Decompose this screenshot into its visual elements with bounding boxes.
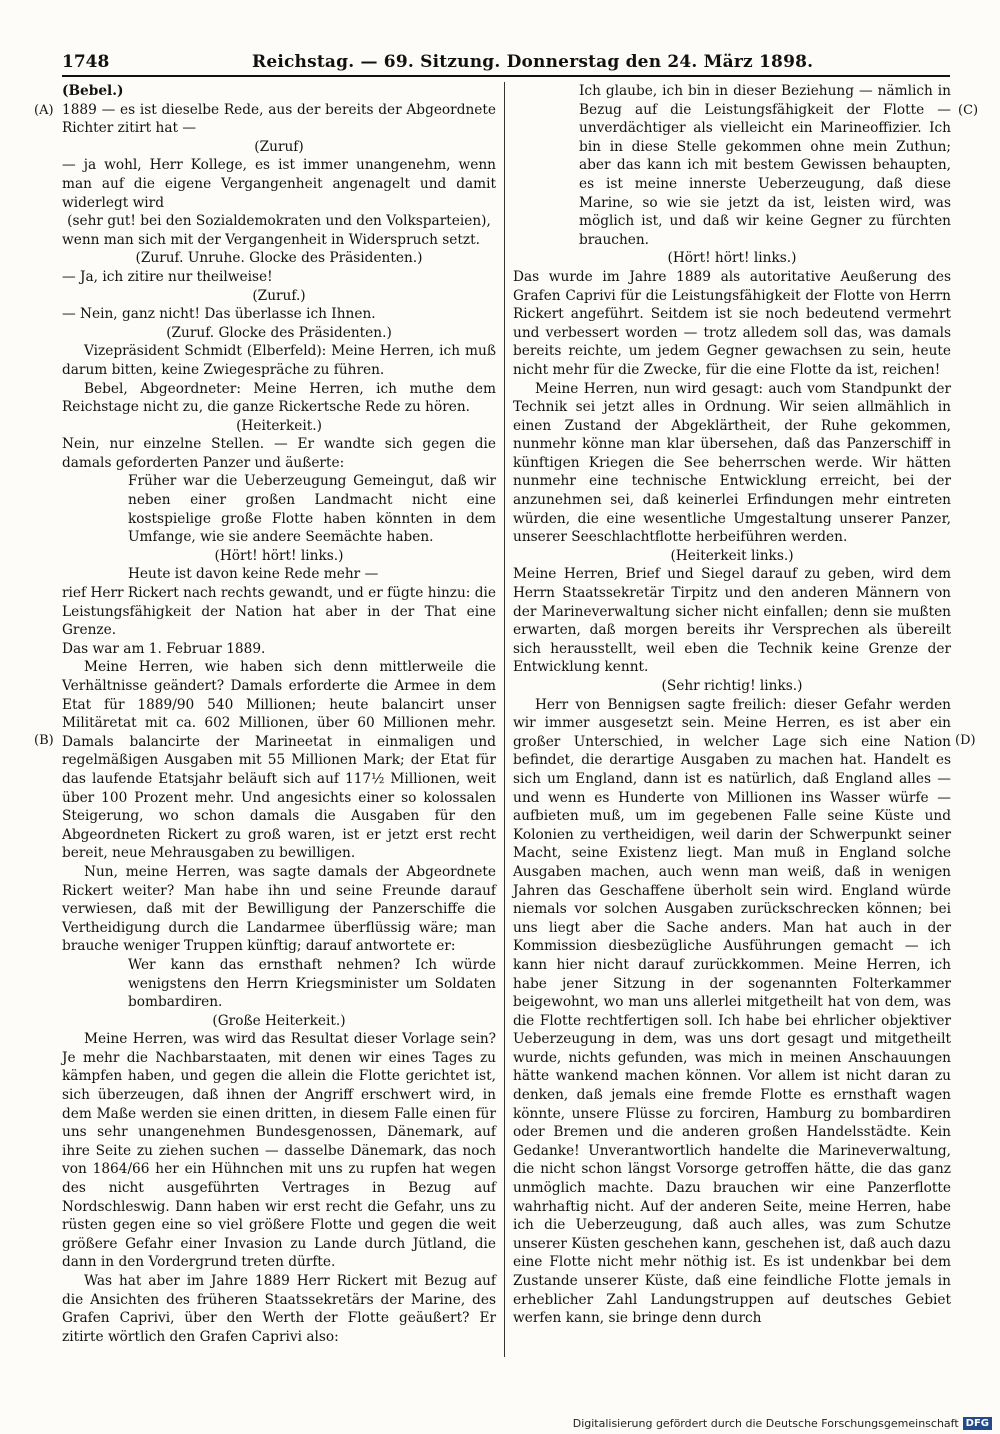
paragraph: Nein, nur einzelne Stellen. — Er wandte sich gegen die damals geforderten Panzer und äußerte:: [62, 436, 496, 471]
paragraph: Meine Herren, Brief und Siegel darauf zu geben, wird dem Herrn Staatssekretär Tirpitz und den anderen Männern von der Marineverwaltung sicher nicht einfallen; denn sie mußten erwarten, daß morgen bereits ihr Versprechen als übereilt sich herausstellt, weil eben die Technik keine Grenze der Entwicklung kennt.: [513, 566, 951, 676]
dfg-logo: DFG: [963, 1417, 992, 1430]
paragraph: (Zuruf.): [252, 287, 306, 304]
margin-mark-a: (A): [34, 103, 54, 118]
paragraph: — Ja, ich zitire nur theilweise!: [62, 268, 273, 285]
margin-mark-d: (D): [955, 733, 976, 748]
left-column: [62, 82, 496, 1346]
paragraph: (Sehr richtig! links.): [661, 678, 803, 694]
paragraph: (Zuruf. Glocke des Präsidenten.): [166, 324, 392, 341]
paragraph: (Hört! hört! links.): [667, 250, 797, 267]
paragraph: Vizepräsident Schmidt (Elberfeld): Meine Herren, ich muß darum bitten, keine Zwiegespräche zu führen.: [62, 343, 496, 378]
page-header: [62, 52, 938, 76]
paragraph: — Nein, ganz nicht! Das überlasse ich Ihnen.: [62, 306, 376, 323]
paragraph: Wer kann das ernsthaft nehmen? Ich würde wenigstens den Herrn Kriegsminister um Soldaten bombardiren.: [128, 956, 496, 1011]
paragraph: 1889 — es ist dieselbe Rede, aus der bereits der Abgeordnete Richter zitirt hat —: [62, 101, 496, 137]
paragraph: (Heiterkeit links.): [670, 547, 794, 564]
paragraph: Früher war die Ueberzeugung Gemeingut, daß wir neben einer großen Landmacht nicht eine kostspielige große Flotte haben könnten in dem Umfange, wie sie andere Seemächte haben.: [128, 473, 496, 546]
paragraph: (Zuruf): [254, 138, 304, 155]
paragraph: Meine Herren, wie haben sich denn mittlerweile die Verhältnisse geändert? Damals erforderte die Armee in dem Etat für 1889/90 540 Millionen; heute balancirt unser Militäretat mit ca. 602 Millionen, über 60 Millionen mehr. Damals balancirte der Marineetat in einmaligen und regelmäßigen Ausgaben mit 55 Millionen Mark; der Etat für das laufende Etatsjahr beläuft sich auf 117½ Millionen, weit über 100 Prozent mehr. Und angesichts einer so kolossalen Steigerung, wo schon damals die Ausgaben für den Abgeordneten Rickert zu groß waren, ist er jetzt erst recht bereit, neue Mehrausgaben zu bewilligen.: [62, 659, 496, 862]
right-column: [513, 82, 951, 1328]
paragraph: Was hat aber im Jahre 1889 Herr Rickert mit Bezug auf die Ansichten des früheren Staatssekretärs der Marine, des Grafen Caprivi, über den Werth der Flotte geäußert? Er zitirte wörtlich den Grafen Caprivi also:: [62, 1273, 496, 1345]
paragraph: Das wurde im Jahre 1889 als autoritative Aeußerung des Grafen Caprivi für die Leistungsfähigkeit der Flotte von Herrn Rickert angeführt. Seitdem ist sie noch bedeutend vermehrt und verbessert worden — trotz alledem soll das, was damals bereits reichte, um jedem Gegner gewachsen zu sein, heute nicht mehr für die Zwecke, für die eine Flotte da ist, reichen!: [513, 268, 951, 378]
paragraph: (sehr gut! bei den Sozialdemokraten und den Volksparteien),: [67, 213, 491, 230]
paragraph: (Bebel.): [62, 83, 124, 99]
paragraph: (Große Heiterkeit.): [212, 1012, 346, 1029]
margin-mark-b: (B): [34, 733, 54, 748]
running-title: Reichstag. — 69. Sitzung. Donnerstag den 24. März 1898.: [252, 52, 814, 72]
paragraph: Herr von Bennigsen sagte freilich: dieser Gefahr werden wir immer ausgesetzt sein. Meine Herren, es ist aber ein großer Unterschied, in welcher Lage sich eine Nation befindet, die derartige Ausgaben zu machen hat. Handelt es sich um England, dann ist es natürlich, daß England alles — und wenn es Hunderte von Millionen ins Wasser würfe — aufbieten muß, um im gegebenen Falle seine Küste und Kolonien zu vertheidigen, weil darin der Schwerpunkt seiner Macht, seine Existenz liegt. Man muß in England solche Ausgaben machen, auch wenn man weiß, daß in wenigen Jahren das Geschaffene überholt sein wird. England würde niemals vor solchen Ausgaben zurückschrecken können; bei uns liegt aber die Sache anders. Man hat auch in der Kommission diesbezügliche Ausführungen gemacht — ich kann hier nicht darauf zurückkommen. Meine Herren, ich habe jener Sitzung in der sogenannten Folterkammer beigewohnt, wo man uns allerlei mitgetheilt hat von dem, was die Flotte rechtfertigen soll. Ich habe bei ehrlicher objektiver Ueberzeugung in dem, was uns dort gesagt und mitgetheilt wurde, nichts gefunden, was mich in meinen Anschauungen hätte wankend machen können. Vor allem ist nicht daran zu denken, daß jemals eine fremde Flotte es ernsthaft wagen könnte, unsere Flüsse zu forciren, Hamburg zu bombardiren oder Bremen und die anderen großen Handelsstädte. Kein Gedanke! Unverantwortlich handelte die Marineverwaltung, die nicht schon längst Vorsorge getroffen hätte, die das ganz unmöglich machte. Dazu brauchen wir eine Panzerflotte wahrhaftig nicht. Auf der anderen Seite, meine Herren, habe ich die Ueberzeugung, daß auch alles, was zum Schutze unserer Küsten geschehen kann, geschehen ist, daß auch dazu eine Flotte nicht mehr nöthig ist. Es ist undenkbar bei dem Zustande unserer Küste, daß eine feindliche Flotte jemals in erheblicher Zahl Landungstruppen auf deutsches Gebiet werfen kann, sie bringe denn durch: [513, 696, 951, 1327]
paragraph: rief Herr Rickert nach rechts gewandt, und er fügte hinzu: die Leistungsfähigkeit der Nation hat aber in der That eine Grenze.: [62, 585, 496, 639]
margin-mark-c: (C): [958, 103, 979, 118]
paragraph: Nun, meine Herren, was sagte damals der Abgeordnete Rickert weiter? Man habe ihn und seine Freunde darauf verwiesen, daß mit der Bewilligung der Panzerschiffe die Vertheidigung durch die Landarmee überflüssig wäre; man brauche weniger Truppen künftig; darauf antwortete er:: [62, 863, 496, 955]
column-divider: [504, 82, 505, 1357]
funding-credit: Digitalisierung gefördert durch die Deutsche Forschungsgemeinschaft: [572, 1417, 959, 1430]
paragraph: Das war am 1. Februar 1889.: [62, 640, 266, 657]
paragraph: wenn man sich mit der Vergangenheit in Widerspruch setzt.: [62, 231, 480, 248]
paragraph: Heute ist davon keine Rede mehr —: [128, 566, 379, 583]
footer: [573, 1417, 992, 1430]
header-rule: [62, 75, 950, 77]
paragraph: Meine Herren, was wird das Resultat dieser Vorlage sein? Je mehr die Nachbarstaaten, mit denen wir eines Tages zu kämpfen haben, und gegen die allein die Flotte gerichtet ist, sich überzeugen, daß ihnen der Angriff erschwert wird, in dem Maße werden sie einen dritten, in diesem Falle einen für uns sehr unangenehmen Bundesgenossen, Dänemark, auf ihre Seite zu ziehen suchen — dasselbe Dänemark, das noch von 1864/66 her ein Hühnchen mit uns zu rupfen hat wegen des nicht ausgeführten Vertrages in Bezug auf Nordschleswig. Dann haben wir erst recht die Gefahr, uns zu rüsten gegen eine so viel größere Flotte und gegen die weit größere Gefahr einer Invasion zu Lande durch Jütland, die dann in den Vordergrund treten dürfte.: [62, 1031, 496, 1271]
paragraph: Ich glaube, ich bin in dieser Beziehung — nämlich in Bezug auf die Leistungsfähigkeit der Flotte — unverdächtiger als vielleicht ein Marineoffizier. Ich bin in diese Stelle gekommen ohne mein Zuthun; aber das kann ich mit bestem Gewissen behaupten, es ist meine innerste Ueberzeugung, daß diese Marine, so wie sie jetzt da ist, leisten wird, was möglich ist, und daß wir keine Gegner zu fürchten brauchen.: [579, 83, 951, 248]
paragraph: Bebel, Abgeordneter: Meine Herren, ich muthe dem Reichstage nicht zu, die ganze Rickertsche Rede zu hören.: [62, 380, 496, 416]
paragraph: (Heiterkeit.): [236, 417, 322, 434]
paragraph: Meine Herren, nun wird gesagt: auch vom Standpunkt der Technik sei jetzt alles in Ordnung. Wir seien allmählich in einen Zustand der Abgeklärtheit, der Ruhe gekommen, nunmehr könne man klar übersehen, daß das Panzerschiff in künftigen Kriegen die See beherrschen werde. Wir hätten nunmehr eine technische Entwicklung erreicht, bei der anzunehmen sei, daß keinerlei Erfindungen mehr eintreten würden, die eine wesentliche Umgestaltung unserer Panzer, unserer Seeschlachtflotte herbeiführen werden.: [513, 380, 951, 546]
page-number: 1748: [62, 52, 110, 72]
paragraph: (Zuruf. Unruhe. Glocke des Präsidenten.): [135, 250, 423, 267]
paragraph: — ja wohl, Herr Kollege, es ist immer unangenehm, wenn man auf die eigene Vergangenheit angenagelt und damit widerlegt wird: [62, 157, 496, 211]
paragraph: (Hört! hört! links.): [214, 547, 344, 564]
